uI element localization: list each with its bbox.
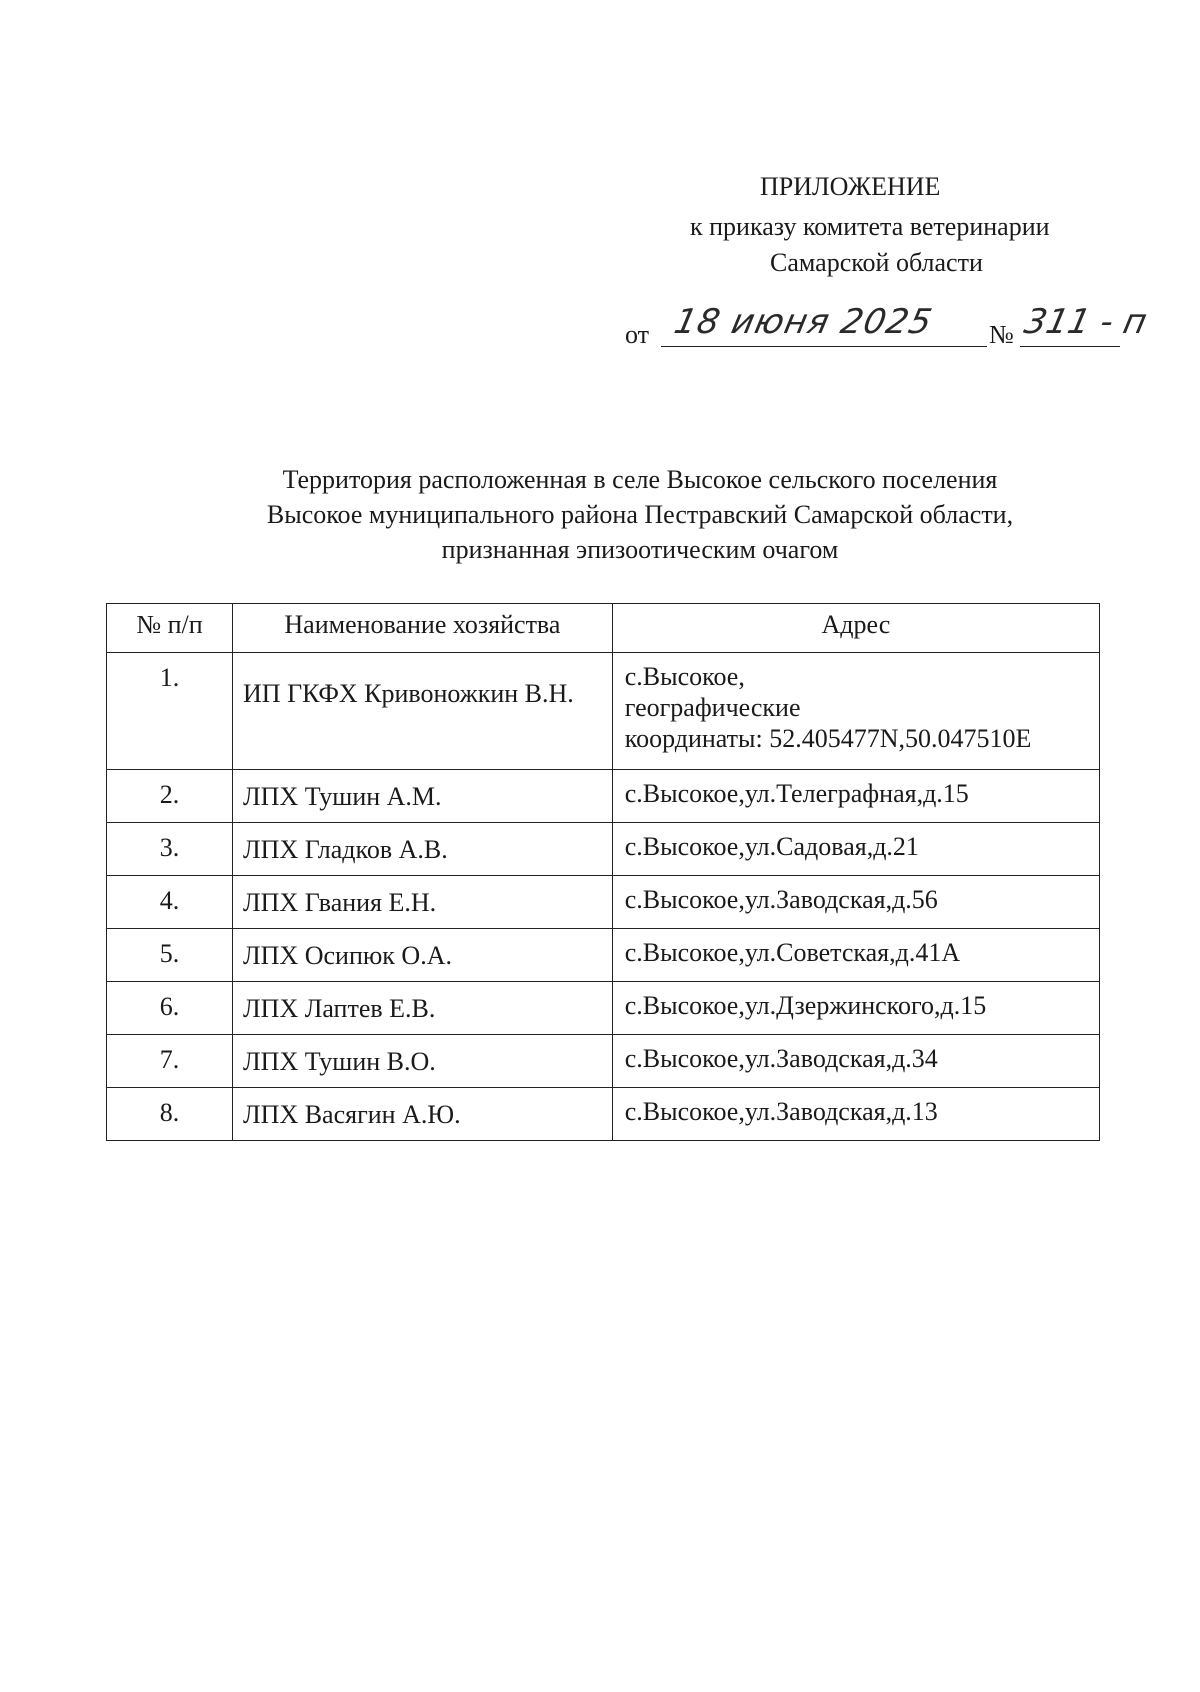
row-address-line: географические [624, 693, 801, 722]
order-date-handwritten: 18 июня 2025 [670, 302, 937, 342]
table-row [107, 1088, 1100, 1141]
row-address: с.Высокое,ул.Садовая,д.21 [612, 823, 1099, 876]
row-address: с.Высокое,ул.Дзержинского,д.15 [612, 982, 1099, 1035]
row-address: с.Высокое,ул.Заводская,д.56 [612, 876, 1099, 929]
appendix-title: ПРИЛОЖЕНИЕ [760, 172, 941, 201]
table-row [107, 653, 1100, 770]
row-farm-name: ИП ГКФХ Кривоножкин В.Н. [233, 653, 613, 770]
row-farm-name: ЛПХ Тушин А.М. [233, 770, 613, 823]
row-address-line: координаты: 52.405477N,50.047510E [624, 724, 1032, 753]
table-row [107, 982, 1100, 1035]
header-farm-name: Наименование хозяйства [233, 604, 613, 653]
row-number: 8. [107, 1088, 233, 1141]
row-farm-name: ЛПХ Гладков А.В. [233, 823, 613, 876]
row-address: с.Высокое,ул.Заводская,д.13 [612, 1088, 1099, 1141]
order-date-underline [661, 346, 987, 347]
row-address: с.Высокое,ул.Заводская,д.34 [612, 1035, 1099, 1088]
row-number: 6. [107, 982, 233, 1035]
row-address-line: с.Высокое, [624, 662, 745, 691]
table-row [107, 1035, 1100, 1088]
row-number: 2. [107, 770, 233, 823]
order-from-label: от [625, 320, 650, 349]
table-row [107, 770, 1100, 823]
row-farm-name: ЛПХ Осипюк О.А. [233, 929, 613, 982]
row-number: 4. [107, 876, 233, 929]
row-address: с.Высокое,ул.Советская,д.41А [612, 929, 1099, 982]
order-number-underline [1020, 346, 1120, 347]
title-line-3: признанная эпизоотическим очагом [441, 535, 839, 564]
row-farm-name: ЛПХ Гвания Е.Н. [233, 876, 613, 929]
title-line-2: Высокое муниципального района Пестравский Самарской области, [266, 500, 1014, 529]
header-address: Адрес [612, 604, 1099, 653]
appendix-order-reference: к приказу комитета ветеринарии [690, 212, 1050, 241]
header-number: № п/п [107, 604, 233, 653]
row-farm-name: ЛПХ Васягин А.Ю. [233, 1088, 613, 1141]
table-row [107, 876, 1100, 929]
row-address [612, 653, 1099, 770]
row-farm-name: ЛПХ Лаптев Е.В. [233, 982, 613, 1035]
farms-table [106, 603, 1100, 1141]
row-number: 1. [107, 653, 233, 770]
table-row [107, 929, 1100, 982]
row-address: с.Высокое,ул.Телеграфная,д.15 [612, 770, 1099, 823]
row-number: 5. [107, 929, 233, 982]
title-line-1: Территория расположенная в селе Высокое сельского поселения [282, 465, 998, 494]
row-farm-name: ЛПХ Тушин В.О. [233, 1035, 613, 1088]
appendix-region: Самарской области [770, 248, 983, 277]
order-number-label: № [989, 320, 1014, 349]
order-number-handwritten: 311 - п [1020, 302, 1151, 342]
table-row [107, 823, 1100, 876]
order-date-number-line [625, 302, 1151, 352]
document-title [200, 462, 1080, 567]
table-header-row [107, 604, 1100, 653]
row-number: 3. [107, 823, 233, 876]
row-number: 7. [107, 1035, 233, 1088]
